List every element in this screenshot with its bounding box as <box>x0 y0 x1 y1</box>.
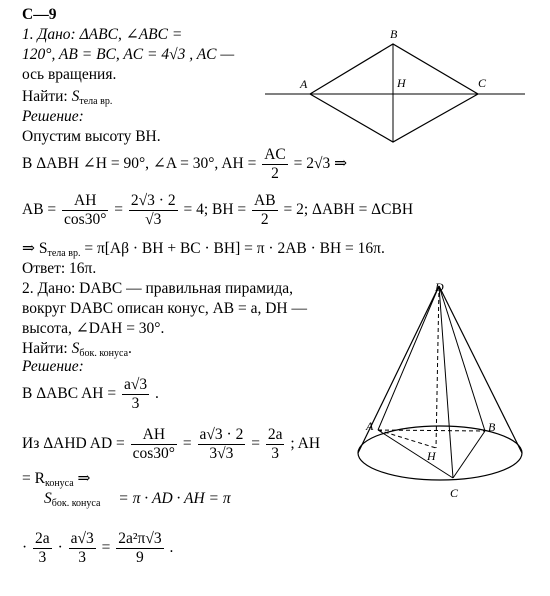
edge-bc <box>453 431 485 478</box>
p1-ab-line: AB = $\frac{AH}{\cos 30^\circ}$ = $\frac{2√3 \cdot 2}{√3}$ = 4; BH = $\frac{AB}{2}$ = 2; ΔABH = ΔCBH <box>22 192 414 228</box>
frac-ah-over-cos30: $\frac{AH}{\cos 30^\circ}$ <box>64 192 107 228</box>
frac-asqrt3-over-3-b: $\frac{a√3}{3}$ <box>70 530 94 566</box>
p1-ab-mid: = 4; BH = <box>183 201 247 219</box>
section-header: С—9 <box>22 6 57 23</box>
p1-find-label: Найти: <box>22 88 68 105</box>
edge-ac <box>378 430 453 478</box>
frac-ac-over-2: $\frac{AC}{2}$ <box>264 146 286 182</box>
p2-find-symbol: S <box>71 340 80 357</box>
p2-find-label: Найти: <box>22 340 68 357</box>
p1-area-sub: тела вр. <box>47 248 81 259</box>
p1-solution-label: Решение: <box>22 108 84 125</box>
p2-ah-left: В ΔABC AH = <box>22 385 117 403</box>
label-a: A <box>300 77 308 91</box>
frac-final: $\frac{\text{2a²π√3}}{9}$ <box>118 530 162 566</box>
p1-ab-left: AB = <box>22 201 57 219</box>
p2-ad-line: Из ΔAHD AD = $\frac{AH}{\cos 30^\circ}$ = $\frac{a√3 \cdot 2}{3√3}$ = $\frac{2a}{3}$ ; AH <box>22 426 321 462</box>
frac-2a-over-3: $\frac{2a}{3}$ <box>267 426 283 462</box>
p1-find-symbol: S <box>71 88 80 105</box>
frac-ab-over-2: $\frac{AB}{2}$ <box>254 192 276 228</box>
p2-r-line: = $R_{конуса}$ ⇒ <box>22 470 91 489</box>
p2-final-line: · $\frac{2a}{3}$ · $\frac{a√3}{3}$ = $\frac{\text{2a²π√3}}{9}$ . <box>22 530 174 566</box>
frac-asqrt3-2-over-3sqrt3: $\frac{a√3 \cdot 2}{3√3}$ <box>199 426 244 462</box>
p2-solution-label: Решение: <box>22 358 84 375</box>
label-c2: C <box>450 486 459 500</box>
edge-dc <box>439 286 453 478</box>
frac-2a-over-3-b: $\frac{2a}{3}$ <box>35 530 50 566</box>
frac-2sqrt3-2-over-sqrt3: $\frac{2√3 \cdot 2}{√3}$ <box>130 192 176 228</box>
p1-find-sub: тела вр. <box>79 96 113 107</box>
label-h2: H <box>427 449 436 463</box>
p2-given-line2: вокруг DABC описан конус, AB = a, DH — <box>22 300 308 317</box>
p2-find: Найти: $S_{бок. конуса}$. <box>22 340 132 359</box>
figure-rhombus <box>260 24 530 154</box>
p2-ad-left: Из ΔAHD AD = <box>22 435 125 453</box>
edge-da <box>378 286 439 430</box>
p1-given-line1: 1. Дано: ΔABC, ∠ABC = <box>22 26 183 43</box>
label-h: H <box>397 76 406 90</box>
p1-ab-right: = 2; ΔABH = ΔCBH <box>283 201 414 219</box>
p1-area-post: = π[Aβ · BH + BC · BH] = π · 2AB · BH = 16π. <box>80 240 385 257</box>
frac-asqrt3-over-3: $\frac{a√3}{3}$ <box>123 376 148 412</box>
p1-area-pre: ⇒ S <box>22 240 48 257</box>
label-d: D <box>435 280 444 294</box>
cone-right-generatrix <box>439 286 522 453</box>
frac-ah-over-cos30-2: $\frac{AH}{\cos 30^\circ}$ <box>132 426 176 462</box>
cone-base <box>358 426 522 480</box>
segment-ah <box>378 430 436 448</box>
p1-given-line2: 120°, AB = BC, AC = 4√3 , AC — <box>22 46 235 63</box>
rhombus-outline <box>310 44 478 142</box>
label-b: B <box>390 27 398 41</box>
figure-cone-pyramid <box>352 278 532 503</box>
p2-find-sub: бок. конуса <box>79 348 129 359</box>
label-b2: B <box>488 420 496 434</box>
p1-step2-left: В ΔABH ∠H = 90°, ∠A = 30°, AH = <box>22 155 257 173</box>
p2-ah-line: В ΔABC AH = $\frac{a√3}{3}$ . <box>22 376 159 412</box>
p2-ad-right: ; AH <box>290 435 321 453</box>
label-a2: A <box>366 419 374 433</box>
p2-s-line: $S_{бок. конуса} = \pi$ · AD · AH = π <box>44 490 231 509</box>
p2-given-line3: высота, ∠DAH = 30°. <box>22 320 165 337</box>
p1-step2-right: = 2√3 ⇒ <box>293 155 348 173</box>
edge-db <box>439 286 485 431</box>
height-dh <box>436 286 439 448</box>
p1-answer: Ответ: 16π. <box>22 260 97 277</box>
p2-given-line1: 2. Дано: DABC — правильная пирамида, <box>22 280 293 297</box>
label-c: C <box>478 76 487 90</box>
p1-step1: Опустим высоту BH. <box>22 128 161 145</box>
p1-given-line3: ось вращения. <box>22 66 117 83</box>
